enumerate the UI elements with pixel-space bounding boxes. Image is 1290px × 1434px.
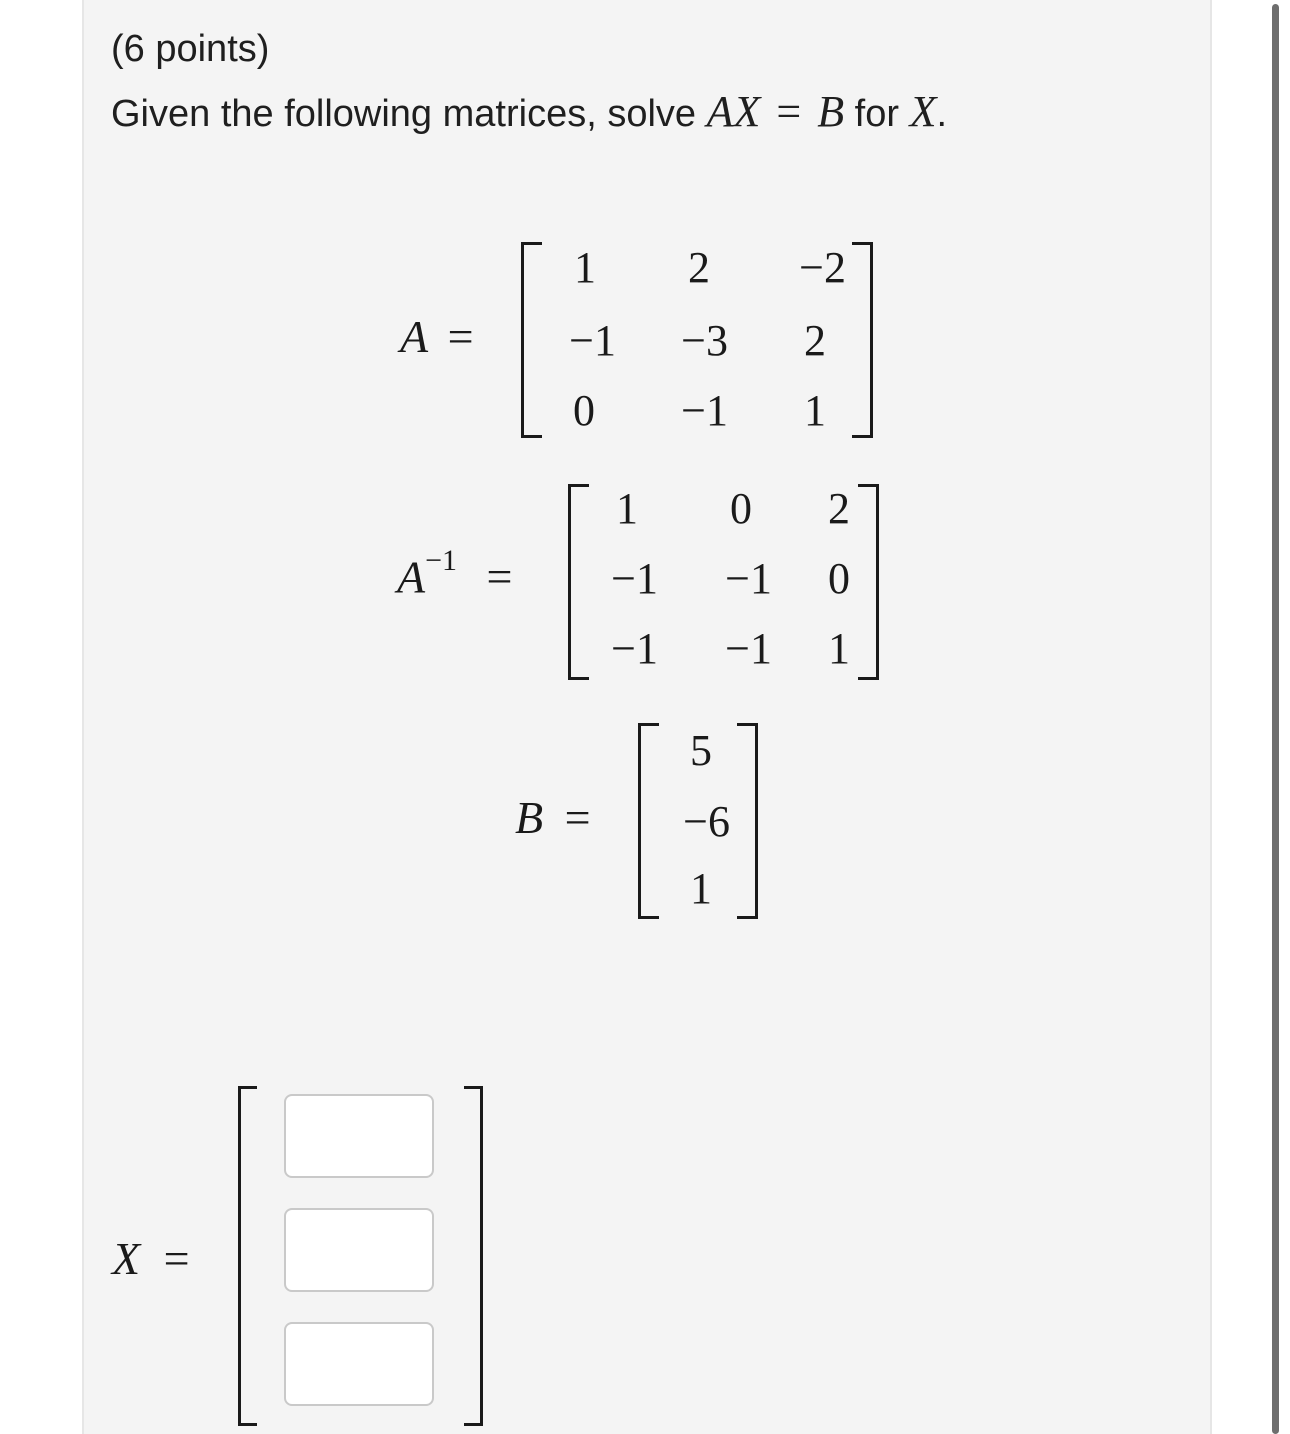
matrix-b-symbol: B bbox=[515, 792, 544, 843]
matrix-a-inverse-cell: 2 bbox=[828, 484, 850, 533]
prompt-text: Given the following matrices, solve bbox=[111, 93, 697, 135]
matrix-b-right-bracket bbox=[737, 723, 758, 919]
matrix-a-cell: −3 bbox=[681, 316, 728, 365]
matrix-a-inverse-cell: 1 bbox=[828, 624, 850, 673]
matrix-b-left-bracket bbox=[638, 723, 659, 919]
answer-equals: = bbox=[163, 1233, 190, 1284]
matrix-a-right-bracket bbox=[852, 242, 873, 438]
prompt-variable: X bbox=[909, 87, 937, 136]
question-points: (6 points) bbox=[111, 28, 270, 70]
matrix-b-cell: −6 bbox=[683, 797, 730, 846]
matrix-a-symbol: A bbox=[400, 311, 429, 362]
matrix-a-cell: 0 bbox=[573, 386, 595, 435]
matrix-a-cell: 2 bbox=[688, 243, 710, 292]
matrix-a-inverse-cell: −1 bbox=[725, 624, 772, 673]
matrix-a-inverse-cell: 1 bbox=[616, 484, 638, 533]
matrix-b-cell: 5 bbox=[690, 726, 712, 775]
matrix-a-cell: 1 bbox=[804, 386, 826, 435]
equation-rhs: B bbox=[817, 87, 845, 136]
matrix-a-cell: −1 bbox=[681, 386, 728, 435]
matrix-a-inverse-cell: −1 bbox=[611, 554, 658, 603]
matrix-b-label bbox=[515, 792, 591, 843]
matrix-a-inverse-cell: 0 bbox=[730, 484, 752, 533]
matrix-a-inverse-exponent: −1 bbox=[425, 544, 458, 577]
answer-symbol: X bbox=[112, 1233, 141, 1284]
matrix-a-label bbox=[400, 311, 474, 362]
answer-input-row-1[interactable] bbox=[284, 1094, 434, 1178]
matrix-a-inverse-right-bracket bbox=[858, 484, 879, 680]
matrix-b-equals: = bbox=[564, 792, 591, 843]
answer-input-row-3[interactable] bbox=[284, 1322, 434, 1406]
matrix-a-inverse-label bbox=[397, 544, 513, 603]
answer-input-row-2[interactable] bbox=[284, 1208, 434, 1292]
matrix-a-inverse-cell: 0 bbox=[828, 554, 850, 603]
matrix-a-equals: = bbox=[447, 311, 474, 362]
matrix-a-inverse-cell: −1 bbox=[611, 624, 658, 673]
matrix-a-left-bracket bbox=[521, 242, 542, 438]
matrix-a-cell: −2 bbox=[799, 243, 846, 292]
question-prompt bbox=[111, 86, 947, 137]
equation-lhs: AX bbox=[706, 87, 761, 136]
matrix-b-cell: 1 bbox=[690, 864, 712, 913]
scrollbar[interactable] bbox=[1272, 4, 1279, 1434]
matrix-a-inverse-left-bracket bbox=[568, 484, 589, 680]
matrix-a-cell: 1 bbox=[574, 243, 596, 292]
matrix-a-cell: 2 bbox=[804, 316, 826, 365]
matrix-a-cell: −1 bbox=[569, 316, 616, 365]
matrix-a-inverse-equals: = bbox=[486, 551, 513, 603]
equation-equals: = bbox=[776, 87, 802, 136]
answer-label bbox=[112, 1233, 190, 1284]
prompt-for: for bbox=[854, 93, 899, 135]
matrix-a-inverse-symbol: A bbox=[397, 551, 426, 603]
matrix-a-inverse-cell: −1 bbox=[725, 554, 772, 603]
answer-right-bracket bbox=[464, 1086, 483, 1426]
answer-left-bracket bbox=[238, 1086, 257, 1426]
prompt-period: . bbox=[936, 93, 948, 135]
